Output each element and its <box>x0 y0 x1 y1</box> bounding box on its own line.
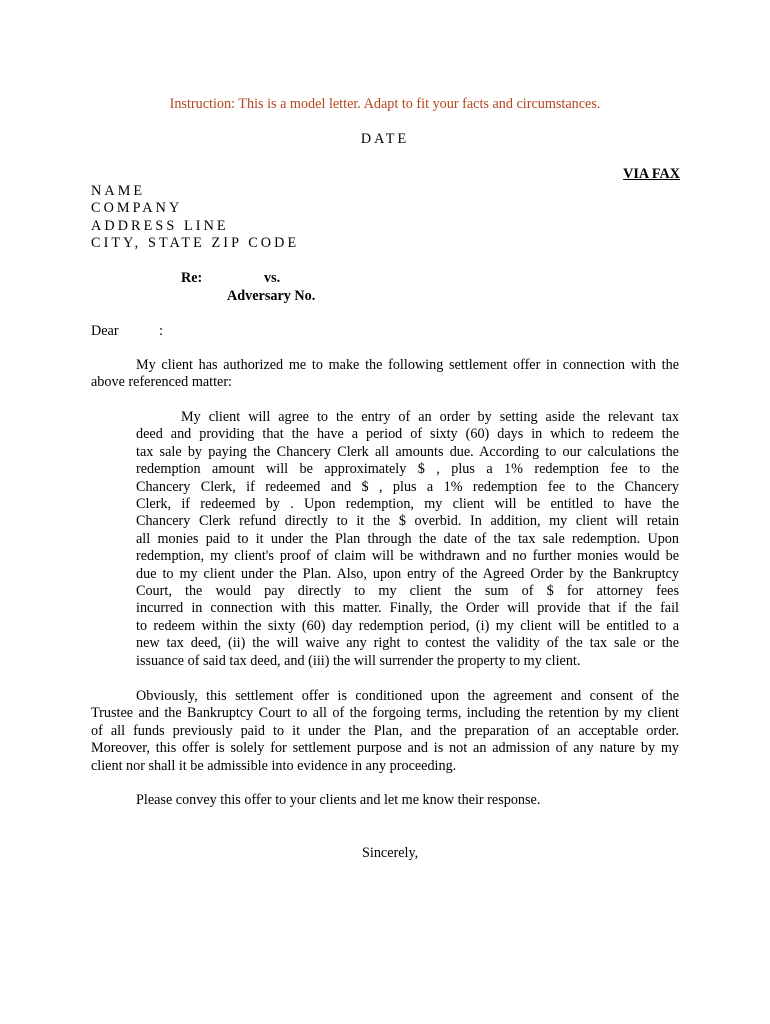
conditions-line: of all funds previously paid to it under the Plan, and the preparation of an acceptable order. <box>91 722 679 739</box>
closing-request: Please convey this offer to your clients and let me know their response. <box>136 792 541 808</box>
offer-line: incurred in connection with this matter. Finally, the Order will provide that if the fail <box>136 600 679 617</box>
intro-line: above referenced matter: <box>91 374 232 391</box>
offer-line: Chancery Clerk refund directly to it the $ overbid. In addition, my client will retain <box>136 513 679 530</box>
instruction-note: Instruction: This is a model letter. Adapt to fit your facts and circumstances. <box>169 96 601 112</box>
offer-line: to redeem within the sixty (60) day redemption period, (i) my client will be entitled to a <box>136 617 679 634</box>
recipient-address-line: ADDRESS LINE <box>91 218 229 234</box>
conditions-line: Moreover, this offer is solely for settlement purpose and is not an admission of any nature by my <box>91 740 679 757</box>
intro-paragraph <box>91 357 679 392</box>
offer-line: new tax deed, (ii) the will waive any right to contest the validity of the tax sale or the <box>136 635 679 652</box>
offer-line: Chancery Clerk, if redeemed and $ , plus a 1% redemption fee to the Chancery <box>136 478 679 495</box>
offer-line: redemption amount will be approximately $ , plus a 1% redemption fee to the <box>136 461 679 478</box>
salutation-colon: : <box>159 323 163 339</box>
adversary-number: Adversary No. <box>227 288 316 304</box>
offer-line: due to my client under the Plan. Also, upon entry of the Agreed Order by the Bankruptcy <box>136 565 679 582</box>
salutation-dear: Dear <box>91 323 119 339</box>
offer-line: tax sale by paying the Chancery Clerk all amounts due. According to our calculations the <box>136 443 679 460</box>
sign-off: Sincerely, <box>362 845 419 861</box>
conditions-line: Obviously, this settlement offer is conditioned upon the agreement and consent of the <box>136 688 679 704</box>
recipient-name: NAME <box>91 183 146 199</box>
recipient-city-state-zip: CITY, STATE ZIP CODE <box>91 235 300 251</box>
re-label: Re: <box>181 270 203 286</box>
recipient-company: COMPANY <box>91 200 183 216</box>
offer-line: issuance of said tax deed, and (iii) the will surrender the property to my client. <box>136 652 581 669</box>
offer-paragraph <box>136 409 679 670</box>
via-fax-label: VIA FAX <box>623 166 680 182</box>
conditions-line: client nor shall it be admissible into evidence in any proceeding. <box>91 757 457 774</box>
intro-line: My client has authorized me to make the following settlement offer in connection with the <box>136 357 679 373</box>
offer-line: My client will agree to the entry of an order by setting aside the relevant tax <box>181 409 679 425</box>
re-vs: vs. <box>264 270 281 286</box>
offer-line: all monies paid to it under the Plan through the date of the tax sale redemption. Upon <box>136 530 679 547</box>
offer-line: Court, the would pay directly to my client the sum of $ for attorney fees <box>136 583 679 600</box>
date-placeholder: DATE <box>360 131 410 147</box>
offer-line: Clerk, if redeemed by . Upon redemption, my client will be entitled to have the <box>136 496 679 513</box>
conditions-line: Trustee and the Bankruptcy Court to all of the forgoing terms, including the retention by my client <box>91 705 679 722</box>
offer-line: redemption, my client's proof of claim will be withdrawn and no further monies would be <box>136 548 679 565</box>
conditions-paragraph <box>91 688 679 775</box>
offer-line: deed and providing that the have a period of sixty (60) days in which to redeem the <box>136 426 679 443</box>
